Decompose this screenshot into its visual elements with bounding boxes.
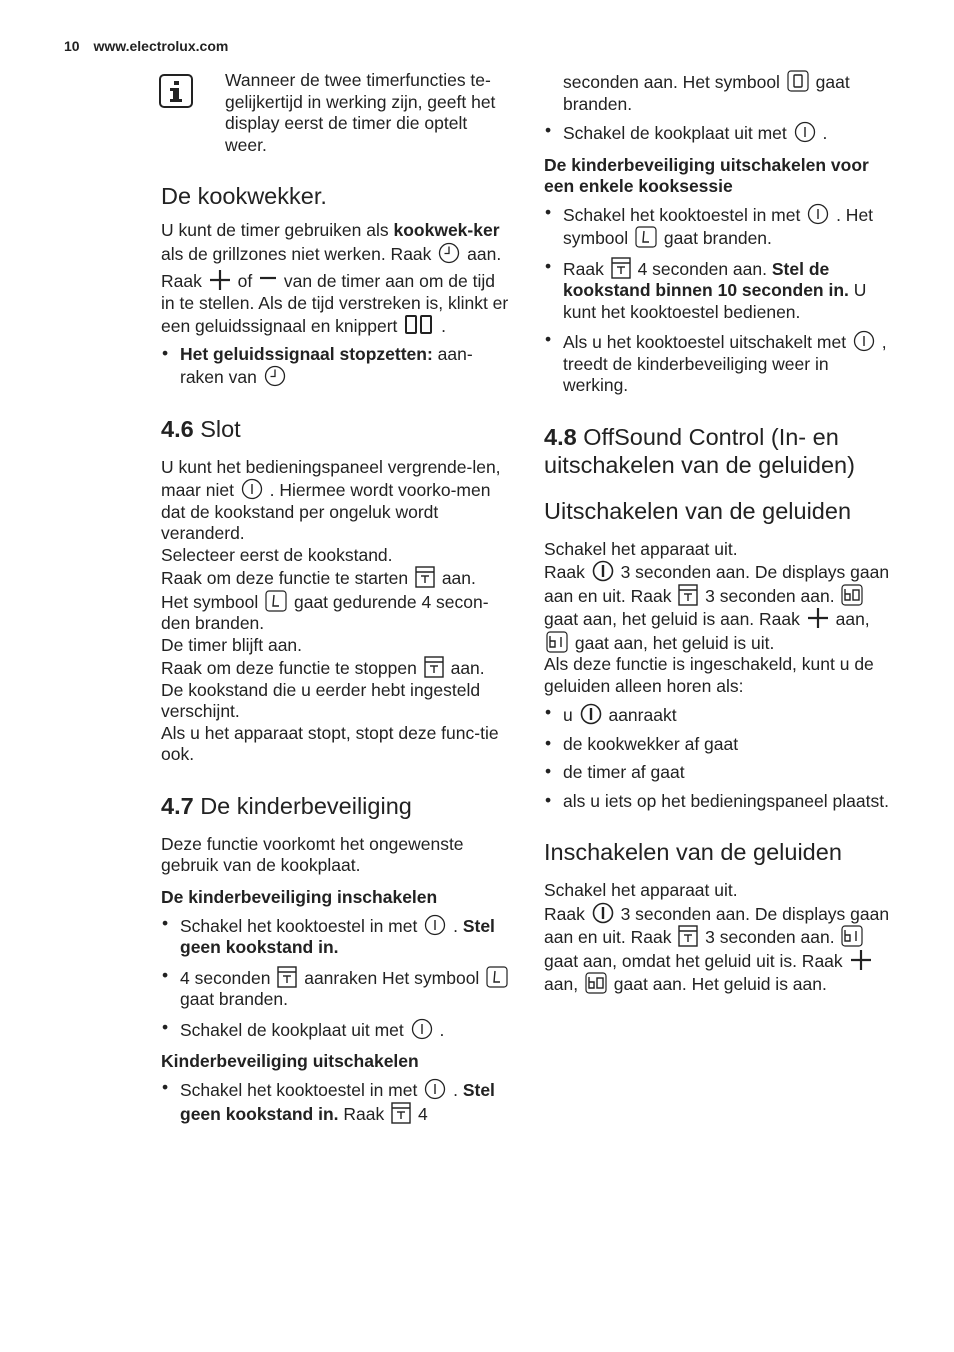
lock-key-icon [609,259,633,279]
list-item: • de timer af gaat [544,762,894,784]
kookwekker-p1: U kunt de timer gebruiken als kookwek-ker als de grillzones niet werken. Raak aan. [161,220,502,264]
uit-p1: Schakel het apparaat uit. [544,538,738,559]
list-item: • u aanraakt [544,703,894,727]
list-item: • 4 seconden aanraken Het symbool gaat branden. [161,966,513,1011]
power-icon [578,705,604,725]
power-icon [422,916,448,936]
continued-text: seconden aan. Het symbool gaat branden. [563,72,850,114]
info-note [161,70,513,156]
list-item: • Schakel de kookplaat uit met . [161,1018,513,1042]
continued-list [544,121,894,145]
kinder-title: 4.7 De kinderbeveiliging [161,792,412,819]
power-icon [422,1080,448,1100]
slot-title: 4.6 Slot [161,415,241,442]
display-L-icon [484,968,510,988]
list-item: • Schakel het kooktoestel in met . Stel geen kookstand in. Raak 4 [161,1078,513,1125]
list-item: • Als u het kooktoestel uitschakelt met , treedt de kinderbeveiliging weer in werking. [544,330,894,397]
slot-p6: Raak om deze functie te stoppen aan. [161,658,485,678]
info-note-text: Wanneer de twee timerfuncties te-gelijkertijd in werking zijn, geeft het display eerst de timer die optelt weer. [225,70,496,155]
kookwekker-p2: Raak of van de timer aan om de tijd in te stellen. Als de tijd verstreken is, klinkt er een geluidssignaal en knippert . [161,271,509,336]
slot-p8: Als u het apparaat stopt, stopt deze func-tie ook. [161,722,499,764]
power-icon [590,904,616,924]
minus-icon [257,271,279,291]
display-L-icon [263,592,289,612]
slot-p4: Het symbool gaat gedurende 4 secon-den branden. [161,591,489,633]
display-b0-icon [839,586,865,606]
info-icon [159,74,193,108]
uit-list [544,703,894,812]
page-header [64,38,228,54]
offsound-title: 4.8 OffSound Control (In- en uitschakelen van de geluiden) [544,423,855,478]
kinder-sub2: Kinderbeveiliging uitschakelen [161,1051,419,1071]
list-item: • Schakel het kooktoestel in met . Stel geen kookstand in. [161,914,513,959]
display-b1-icon [839,927,865,947]
power-icon [805,205,831,225]
plus-icon [207,271,233,291]
list-item: • Het geluidssignaal stopzetten: aan-raken van [161,344,513,389]
site-url: www.electrolux.com [93,38,229,54]
left-column [161,70,513,1132]
list-item: • Schakel de kookplaat uit met . [544,121,894,145]
page-number: 10 [64,38,80,54]
power-icon [239,480,265,500]
slot-p1: U kunt het bedieningspaneel vergrende-len, maar niet . Hiermee wordt voorko-men dat de kookstand per ongeluk wordt veranderd. [161,456,501,543]
clock-icon [262,367,288,387]
plus-icon [848,951,874,971]
display-b0-icon [583,974,609,994]
lock-key-icon [275,968,299,988]
slot-p2: Selecteer eerst de kookstand. [161,544,393,565]
lock-key-icon [676,586,700,606]
slot-p3: Raak om deze functie te starten aan. [161,568,476,588]
slot-p5: De timer blijft aan. [161,634,303,655]
uit-p2: Raak 3 seconden aan. De displays gaan aan en uit. Raak 3 seconden aan. gaat aan, het geluid is aan. Raak aan, gaat aan, het geluid is uit. [544,562,890,653]
kinder-list3 [544,203,894,397]
kinder-sub1: De kinderbeveiliging inschakelen [161,886,438,907]
display-00-icon [402,316,436,336]
lock-key-icon [422,658,446,678]
kinder-list2 [161,1078,513,1125]
list-item: • als u iets op het bedieningspaneel plaatst. [544,791,894,813]
power-icon [792,123,818,143]
kinder-sub3: De kinderbeveiliging uitschakelen voor een enkele kooksessie [544,154,869,196]
list-item: • Schakel het kooktoestel in met . Het symbool gaat branden. [544,203,894,250]
uit-title: Uitschakelen van de geluiden [544,497,852,524]
power-icon [590,562,616,582]
lock-key-icon [389,1104,413,1124]
clock-icon [436,244,462,264]
list-item: • de kookwekker af gaat [544,734,894,756]
kookwekker-title: De kookwekker. [161,183,327,209]
list-item: • Raak 4 seconden aan. Stel de kookstand binnen 10 seconden in. U kunt het kooktoestel bedienen. [544,257,894,324]
display-L-icon [633,228,659,248]
power-icon [851,332,877,352]
power-icon [409,1020,435,1040]
lock-key-icon [413,568,437,588]
kinder-list1 [161,914,513,1042]
display-0-icon [785,72,811,92]
kinder-intro: Deze functie voorkomt het ongewenste gebruik van de kookplaat. [161,833,464,875]
display-b1-icon [544,633,570,653]
in-p1: Schakel het apparaat uit. [544,880,738,900]
slot-p7: De kookstand die u eerder hebt ingesteld verschijnt. [161,679,481,721]
plus-icon [805,609,831,629]
kookwekker-list [161,344,513,389]
in-title: Inschakelen van de geluiden [544,839,842,865]
right-column [544,70,894,996]
lock-key-icon [676,927,700,947]
in-p2: Raak 3 seconden aan. De displays gaan aan en uit. Raak 3 seconden aan. gaat aan, omdat het geluid uit is. Raak aan, gaat aan. Het geluid is aan. [544,903,890,994]
uit-p3: Als deze functie is ingeschakeld, kunt u de geluiden alleen horen als: [544,654,874,696]
